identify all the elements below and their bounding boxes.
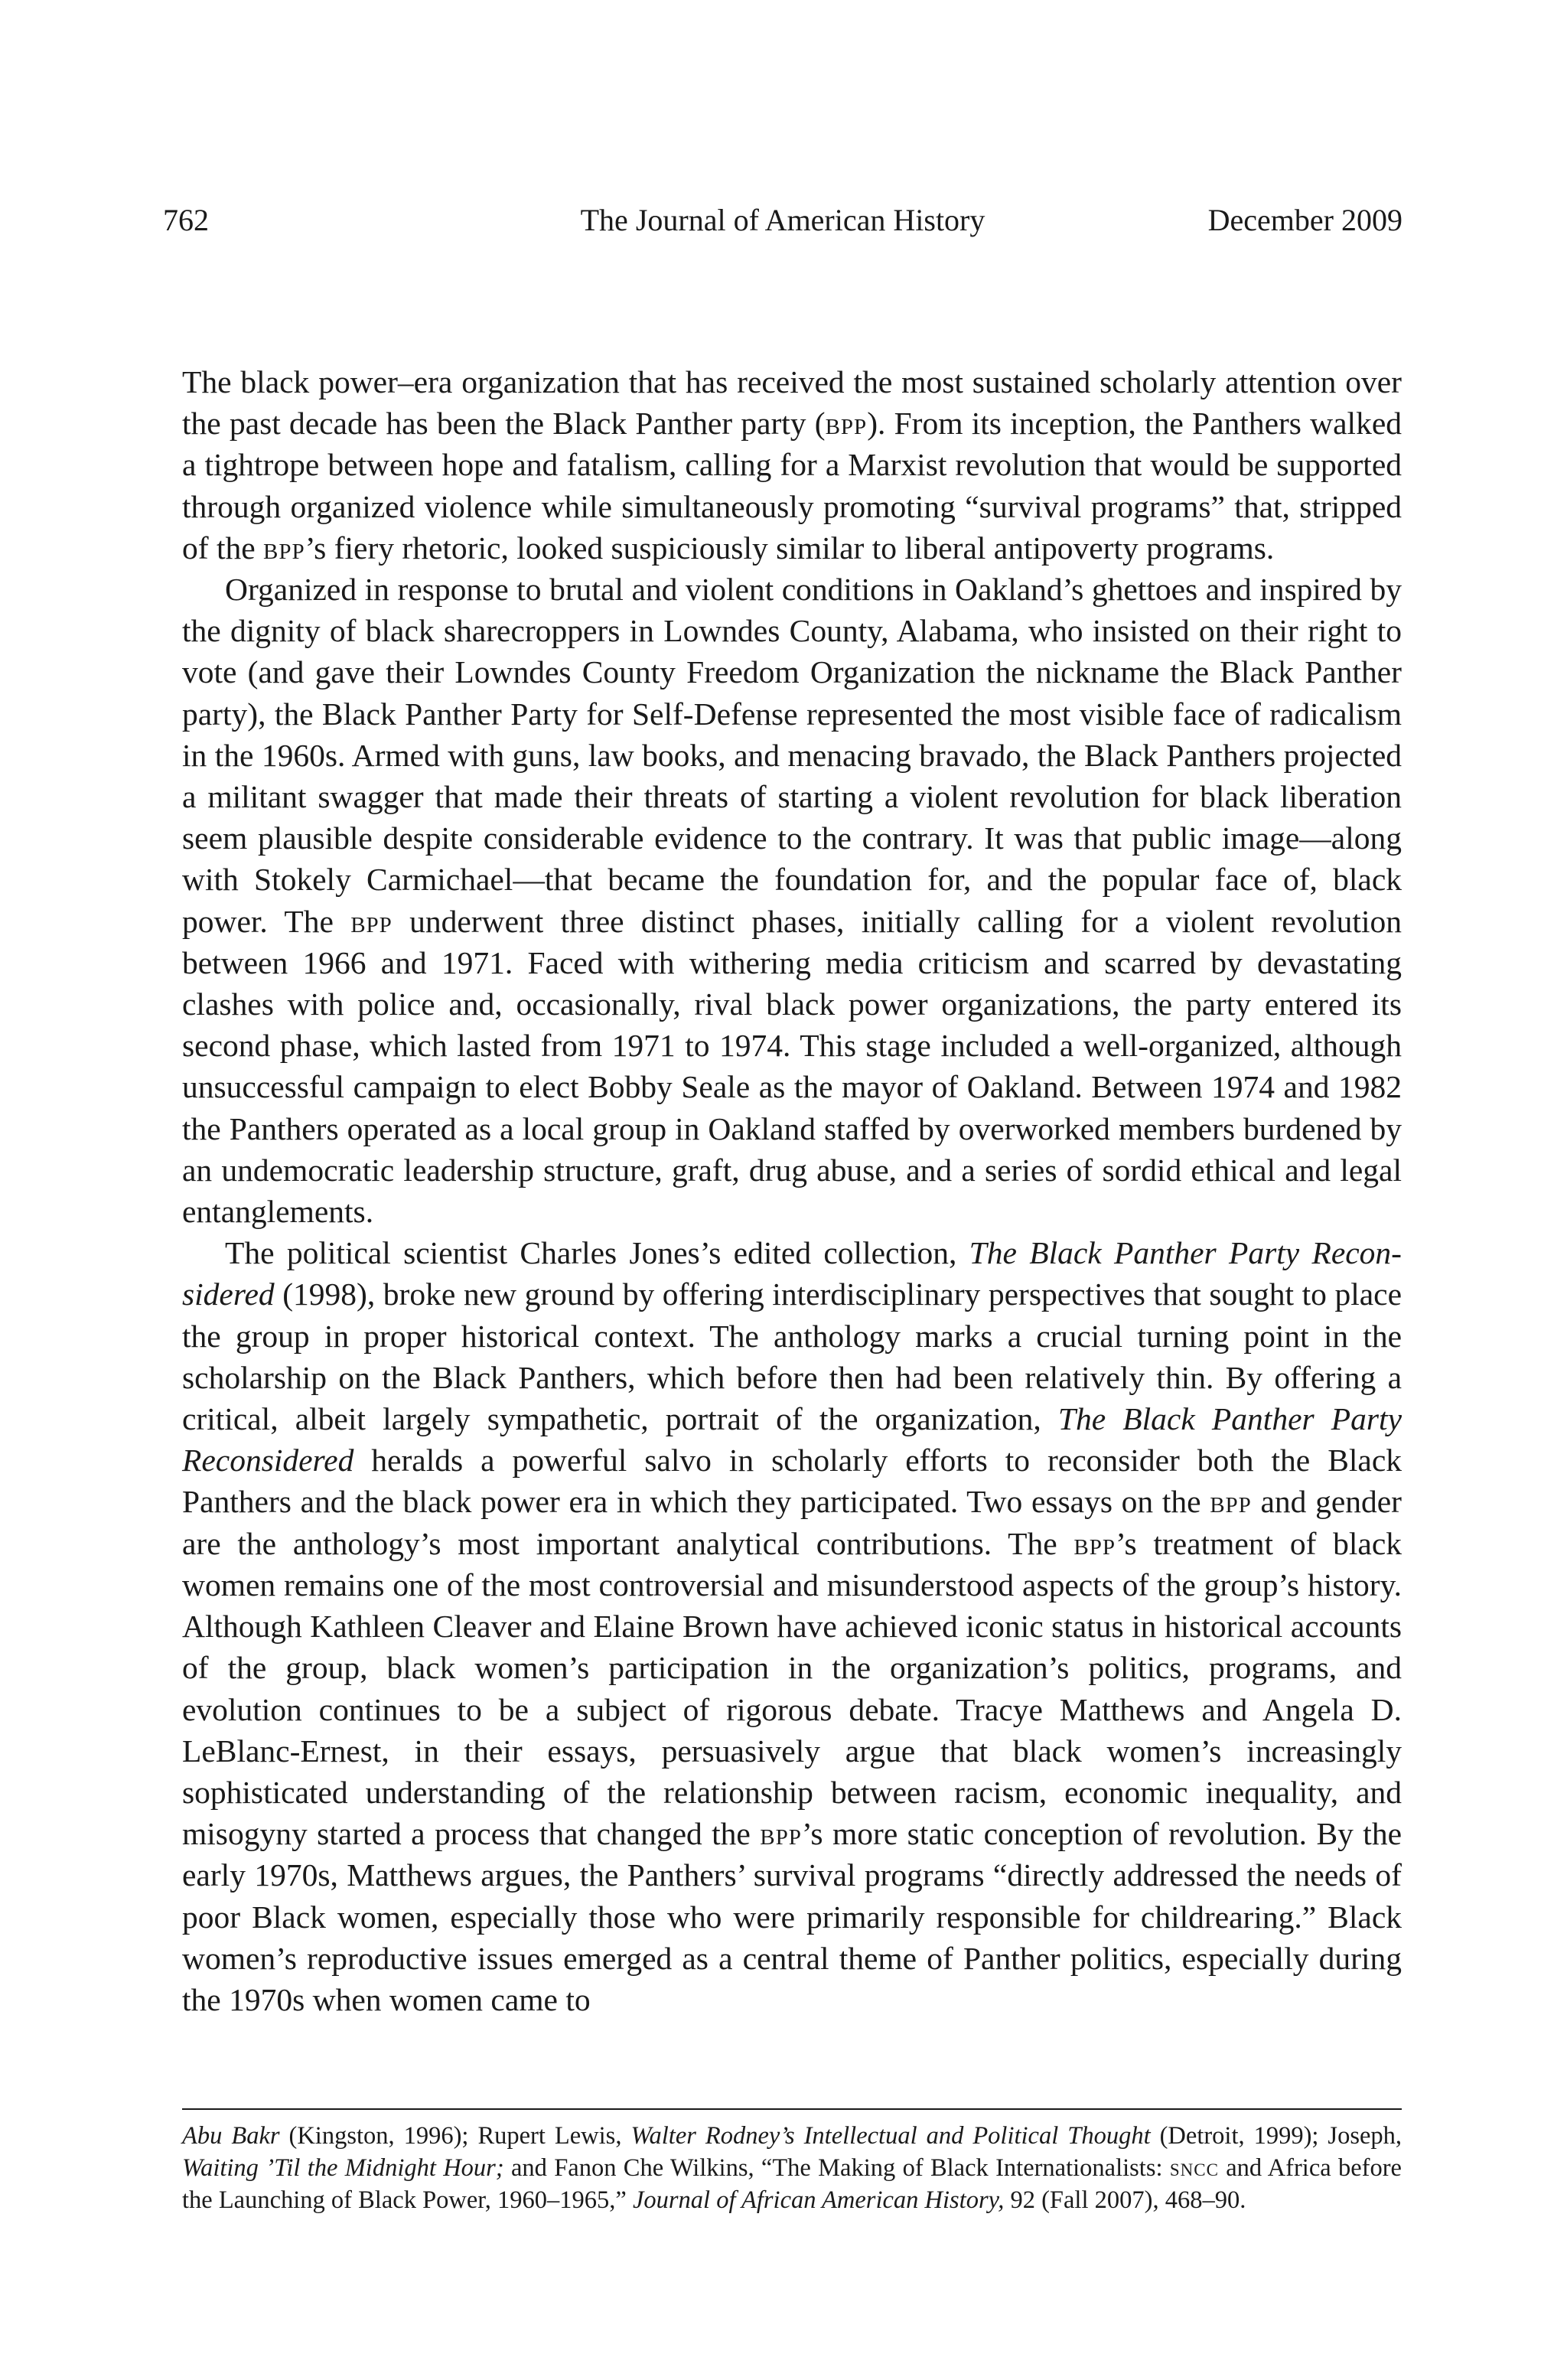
cited-title: Waiting ’Til the Midnight Hour; xyxy=(182,2154,504,2182)
abbr-bpp: bpp xyxy=(1210,1484,1252,1520)
abbr-bpp: bpp xyxy=(350,903,393,939)
issue-date: December 2009 xyxy=(1207,203,1402,237)
text-run: ’s more static conception of revolution. By the early 1970s, Matthews argues, the Panthers’ survival programs “directly addressed the needs of poor Black women, especially those who were primarily responsible for childrearing.” Black women’s reproductive issues emerged as a central theme of Panther politics, especially during the 1970s when women came to xyxy=(182,1816,1402,2017)
journal-title: The Journal of American History xyxy=(580,203,985,237)
text-run: (Kingston, 1996); Rupert Lewis, xyxy=(279,2122,631,2150)
footnote-text xyxy=(182,2120,1402,2216)
text-run: (Detroit, 1999); Joseph, xyxy=(1150,2122,1402,2150)
book-title: The Black Panther Party Reconsidered xyxy=(182,1235,1402,1312)
abbr-bpp: bpp xyxy=(760,1816,802,1852)
text-run: Organized in response to brutal and violent conditions in Oakland’s ghettoes and inspired by the dignity of black sharecroppers in Lowndes County, Alabama, who insisted on their right to vote (and gave their Lowndes County Freedom Organization the nickname the Black Panther party), the Black Panther Party for Self-Defense represented the most visible face of radicalism in the 1960s. Armed with guns, law books, and menacing bravado, the Black Panthers projected a militant swagger that made their threats of starting a violent revolution for black liberation seem plausible despite considerable evidence to the contrary. It was that public image—along with Stokely Carmichael—that became the foundation for, and the popular face of, black power. The xyxy=(182,572,1402,939)
footnote-rule xyxy=(182,2108,1402,2110)
text-run: The black power–era organization that has received the most sustained scholarly attention over the past decade has been the Black Panther party ( xyxy=(182,364,1402,442)
text-run: ’s treatment of black women remains one of the most controversial and misunderstood aspects of the group’s history. Although Kathleen Cleaver and Elaine Brown have achieved iconic status in historical accounts of the group, black women’s participation in the organization’s politics, programs, and evolution continues to be a subject of rigorous debate. Tracye Matthews and Angela D. LeBlanc-Ernest, in their essays, persuasively argue that black women’s increasingly sophisticated understanding of the relationship between racism, economic inequality, and misogyny started a process that changed the xyxy=(182,1525,1402,1852)
book-title: The Black Panther Party Reconsidered xyxy=(182,1401,1402,1479)
abbr-bpp: bpp xyxy=(825,406,868,442)
cited-title: Walter Rodney’s Intellectual and Political Thought xyxy=(630,2122,1151,2150)
abbr-bpp: bpp xyxy=(1073,1525,1116,1561)
footnotes xyxy=(182,2120,1402,2216)
text-run: heralds a powerful salvo in scholarly efforts to reconsider both the Black Panthers and the black power era in which they participated. Two essays on the xyxy=(182,1443,1402,1520)
paragraph-2 xyxy=(182,569,1402,1232)
page-number: 762 xyxy=(163,203,209,237)
running-header xyxy=(163,197,1402,243)
text-run: underwent three distinct phases, initially calling for a violent revolution between 1966 and 1971. Faced with withering media criticism and scarred by devastating clashes with police and, occasionally, rival black power organizations, the party entered its second phase, which lasted from 1971 to 1974. This stage included a well-organized, although unsuccessful campaign to elect Bobby Seale as the mayor of Oakland. Between 1974 and 1982 the Panthers operated as a local group in Oakland staffed by overworked members burdened by an undemocratic leadership structure, graft, drug abuse, and a series of sordid ethical and legal entanglements. xyxy=(182,903,1402,1230)
cited-title: Abu Bakr xyxy=(182,2122,280,2150)
text-run: The political scientist Charles Jones’s edited collection, xyxy=(225,1235,969,1271)
article-body xyxy=(182,361,1402,2020)
text-run: ’s fiery rhetoric, looked suspiciously similar to liberal antipoverty programs. xyxy=(305,530,1275,566)
paragraph-3 xyxy=(182,1232,1402,2020)
text-run: ). From its inception, the Panthers walked a tightrope between hope and fatalism, calling for a Marxist revolution that would be supported through organized violence while simultaneously promoting “survival programs” that, stripped of the xyxy=(182,406,1402,566)
text-run: (1998), broke new ground by offering interdisciplinary perspectives that sought to place the group in proper historical context. The anthology marks a crucial turning point in the scholarship on the Black Panthers, which before then had been relatively thin. By offering a critical, albeit largely sympathetic, portrait of the organization, xyxy=(182,1276,1402,1437)
abbr-sncc: sncc xyxy=(1169,2154,1219,2182)
paragraph-1 xyxy=(182,361,1402,569)
text-run: and Fanon Che Wilkins, “The Making of Black Internationalists: xyxy=(503,2154,1170,2182)
text-run: 92 (Fall 2007), 468–90. xyxy=(1004,2186,1246,2214)
abbr-bpp: bpp xyxy=(263,530,305,566)
text-run: and Africa before the Launching of Black Power, 1960–1965,” xyxy=(182,2154,1402,2214)
cited-title: Journal of African American History, xyxy=(632,2186,1005,2214)
text-run: and gender are the anthology’s most important analytical contributions. The xyxy=(182,1484,1402,1561)
